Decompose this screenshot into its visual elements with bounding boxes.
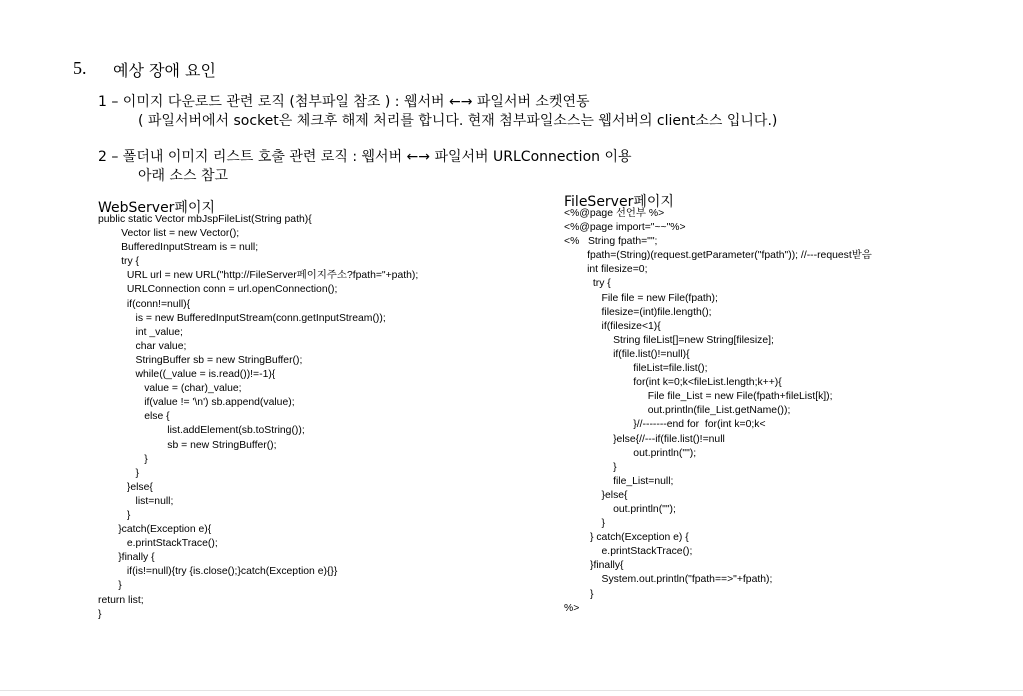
item-2-heading: 2 – 폴더내 이미지 리스트 호출 관련 로직 : 웹서버 ←→ 파일서버 URLConnection 이용 — [98, 149, 632, 165]
section-title: 예상 장애 요인 — [113, 61, 216, 80]
section-number: 5. — [73, 58, 87, 78]
webserver-code: public static Vector mbJspFileList(String path){ Vector list = new Vector(); BufferedInputStream is = null; try { URL url = new URL("http://FileServer페이지주소?fpath="+path); URLConnection conn = url.openConnection(); if(conn!=null){ is = new BufferedInputStream(conn.getInputStream()); int _value; char value; StringBuffer sb = new StringBuffer(); while((_value = is.read())!=-1){ value = (char)_value; if(value != '\n') sb.append(value); else { list.addElement(sb.toString()); sb = new StringBuffer(); } } }else{ list=null; } }catch(Exception e){ e.printStackTrace(); }finally { if(is!=null){try {is.close();}catch(Exception e){}} } return list; } — [98, 214, 419, 620]
fileserver-title: FileServer페이지 — [564, 194, 674, 210]
bottom-divider — [0, 690, 1023, 691]
item-1-heading: 1 – 이미지 다운로드 관련 로직 (첨부파일 참조 ) : 웹서버 ←→ 파일서버 소켓연동 — [98, 94, 590, 110]
item-2-note: 아래 소스 참고 — [138, 168, 229, 184]
fileserver-code: <%@page 선언부 %> <%@page import="~~"%> <% String fpath=""; fpath=(String)(request.getParameter("fpath")); //---request받음 int filesize=0; try { File file = new File(fpath); filesize=(int)file.length(); if(filesize<1){ String fileList[]=new String[filesize]; if(file.list()!=null){ fileList=file.list(); for(int k=0;k<fileList.length;k++){ File file_List = new File(fpath+fileList[k]); out.println(file_List.getName()); }//-------end for for(int k=0;k< }else{//---if(file.list()!=null out.println(""); } file_List=null; }else{ out.println(""); } } catch(Exception e) { e.printStackTrace(); }finally{ System.out.println("fpath==>"+fpath); } %> — [564, 208, 872, 614]
item-1-note: ( 파일서버에서 socket은 체크후 해제 처리를 합니다. 현재 첨부파일소스는 웹서버의 client소스 입니다.) — [138, 113, 778, 129]
webserver-title: WebServer페이지 — [98, 200, 216, 216]
